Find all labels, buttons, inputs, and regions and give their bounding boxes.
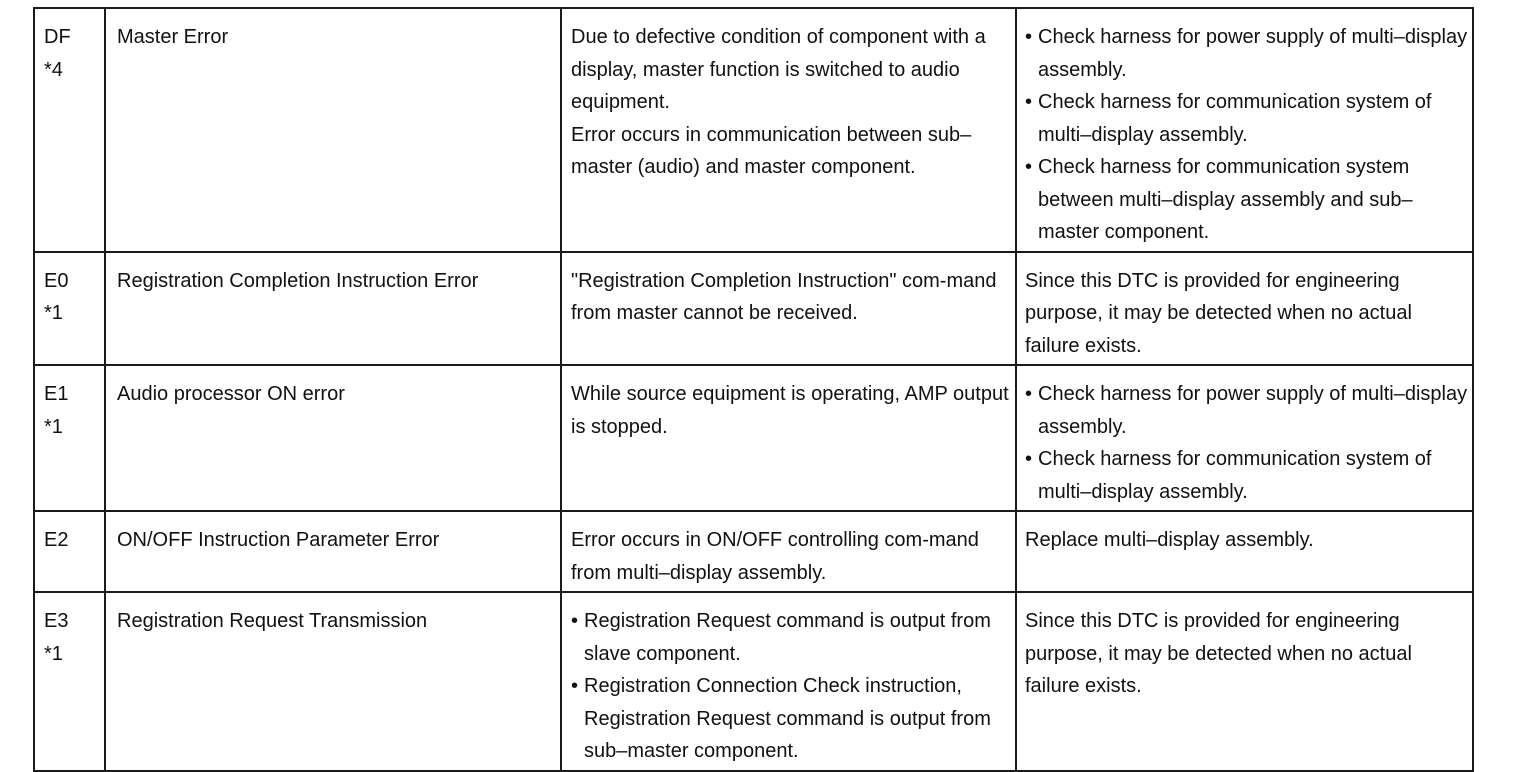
dtc-action-cell	[1016, 365, 1473, 511]
action-item: • Check harness for communication system between multi–display assembly and sub–master component.	[1025, 151, 1468, 249]
dtc-cause-cell	[561, 592, 1016, 771]
table-row	[34, 511, 1473, 592]
dtc-action-cell	[1016, 511, 1473, 592]
dtc-code: E2	[44, 529, 69, 551]
cause-list	[571, 605, 1009, 768]
action-item: • Check harness for power supply of multi–display assembly.	[1025, 21, 1468, 86]
cause-text: "Registration Completion Instruction" com-mand from master cannot be received.	[571, 269, 997, 324]
table-row	[34, 592, 1473, 771]
cause-text: Error occurs in communication between sub–master (audio) and master component.	[571, 123, 972, 178]
dtc-cause-cell	[561, 365, 1016, 511]
dtc-action-cell	[1016, 8, 1473, 252]
action-text: Since this DTC is provided for engineering purpose, it may be detected when no actual failure exists.	[1025, 610, 1412, 697]
dtc-table	[33, 7, 1474, 772]
dtc-code-cell	[34, 592, 105, 771]
cause-item: • Registration Request command is output from slave component.	[571, 605, 1009, 670]
dtc-cause-cell	[561, 8, 1016, 252]
dtc-note: *1	[44, 415, 63, 438]
dtc-name: Master Error	[117, 26, 229, 48]
table-row	[34, 365, 1473, 511]
dtc-cause-cell	[561, 252, 1016, 366]
action-list	[1025, 21, 1468, 249]
dtc-name-cell	[105, 511, 561, 592]
dtc-name-cell	[105, 8, 561, 252]
dtc-name-cell	[105, 365, 561, 511]
dtc-name-cell	[105, 592, 561, 771]
dtc-code-cell	[34, 252, 105, 366]
action-text: Replace multi–display assembly.	[1025, 529, 1314, 551]
dtc-code: DF	[44, 26, 71, 48]
action-item: • Check harness for communication system of multi–display assembly.	[1025, 443, 1468, 508]
action-item: • Check harness for power supply of multi–display assembly.	[1025, 378, 1468, 443]
dtc-name: ON/OFF Instruction Parameter Error	[117, 529, 440, 551]
dtc-name: Audio processor ON error	[117, 383, 345, 405]
dtc-note: *1	[44, 302, 63, 324]
dtc-name: Registration Completion Instruction Error	[117, 269, 479, 292]
dtc-code: E1	[44, 383, 69, 405]
dtc-code: E3	[44, 610, 69, 632]
table-row	[34, 8, 1473, 252]
action-list	[1025, 378, 1468, 508]
action-text: Since this DTC is provided for engineering purpose, it may be detected when no actual failure exists.	[1025, 269, 1412, 357]
dtc-name: Registration Request Transmission	[117, 610, 428, 632]
dtc-name-cell	[105, 252, 561, 366]
cause-text: Error occurs in ON/OFF controlling com-mand from multi–display assembly.	[571, 529, 979, 584]
dtc-code: E0	[44, 269, 69, 292]
dtc-code-cell	[34, 365, 105, 511]
action-item: • Check harness for communication system of multi–display assembly.	[1025, 86, 1468, 151]
table-row	[34, 252, 1473, 366]
dtc-note: *1	[44, 642, 63, 665]
dtc-cause-cell	[561, 511, 1016, 592]
cause-item: • Registration Connection Check instruction, Registration Request command is output from sub–master component.	[571, 670, 1009, 768]
dtc-action-cell	[1016, 592, 1473, 771]
dtc-note: *4	[44, 58, 63, 81]
cause-text: Due to defective condition of component with a display, master function is switched to audio equipment.	[571, 26, 986, 113]
dtc-code-cell	[34, 511, 105, 592]
dtc-action-cell	[1016, 252, 1473, 366]
dtc-code-cell	[34, 8, 105, 252]
cause-text: While source equipment is operating, AMP output is stopped.	[571, 383, 1009, 438]
